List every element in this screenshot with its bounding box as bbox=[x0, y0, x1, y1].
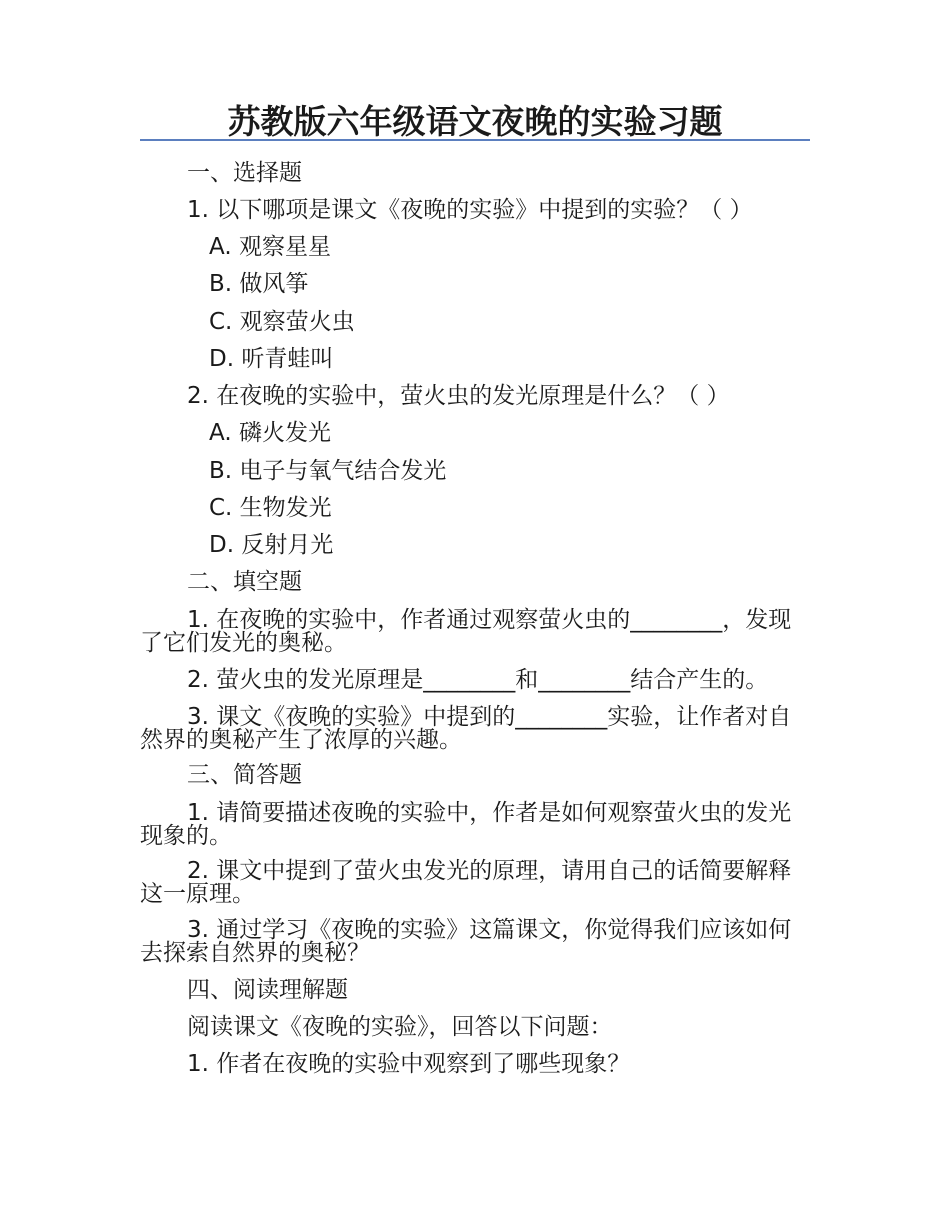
short-answer-question-3: 3. 通过学习《夜晚的实验》这篇课文，你觉得我们应该如何去探索自然界的奥秘？ bbox=[140, 917, 792, 966]
short-answer-question-1: 1. 请简要描述夜晚的实验中，作者是如何观察萤火虫的发光现象的。 bbox=[140, 800, 792, 849]
choice-q1-option-c: C. 观察萤火虫 bbox=[209, 309, 355, 335]
section-heading-choice: 一、选择题 bbox=[187, 160, 302, 186]
choice-question-1: 1. 以下哪项是课文《夜晚的实验》中提到的实验？（ ） bbox=[187, 197, 753, 223]
choice-q1-option-a: A. 观察星星 bbox=[209, 234, 331, 260]
choice-q2-option-d: D. 反射月光 bbox=[209, 532, 334, 558]
fill-question-3: 3. 课文《夜晚的实验》中提到的________实验，让作者对自然界的奥秘产生了浓厚的兴趣。 bbox=[140, 704, 792, 753]
choice-question-2: 2. 在夜晚的实验中，萤火虫的发光原理是什么？（ ） bbox=[187, 383, 730, 409]
title-underline bbox=[140, 139, 810, 141]
section-heading-short-answer: 三、简答题 bbox=[187, 762, 302, 788]
section-heading-reading: 四、阅读理解题 bbox=[187, 977, 348, 1003]
short-answer-question-2: 2. 课文中提到了萤火虫发光的原理，请用自己的话简要解释这一原理。 bbox=[140, 858, 792, 907]
page-title: 苏教版六年级语文夜晚的实验习题 bbox=[227, 102, 723, 141]
fill-question-2: 2. 萤火虫的发光原理是________和________结合产生的。 bbox=[187, 667, 769, 693]
reading-question-1: 1. 作者在夜晚的实验中观察到了哪些现象？ bbox=[187, 1051, 631, 1077]
choice-q1-option-b: B. 做风筝 bbox=[209, 271, 309, 297]
choice-q1-option-d: D. 听青蛙叫 bbox=[209, 346, 334, 372]
choice-q2-option-a: A. 磷火发光 bbox=[209, 420, 331, 446]
choice-q2-option-c: C. 生物发光 bbox=[209, 495, 332, 521]
reading-intro: 阅读课文《夜晚的实验》，回答以下问题： bbox=[187, 1014, 613, 1040]
fill-question-1: 1. 在夜晚的实验中，作者通过观察萤火虫的________，发现了它们发光的奥秘。 bbox=[140, 607, 792, 656]
section-heading-fill: 二、填空题 bbox=[187, 569, 302, 595]
choice-q2-option-b: B. 电子与氧气结合发光 bbox=[209, 458, 447, 484]
